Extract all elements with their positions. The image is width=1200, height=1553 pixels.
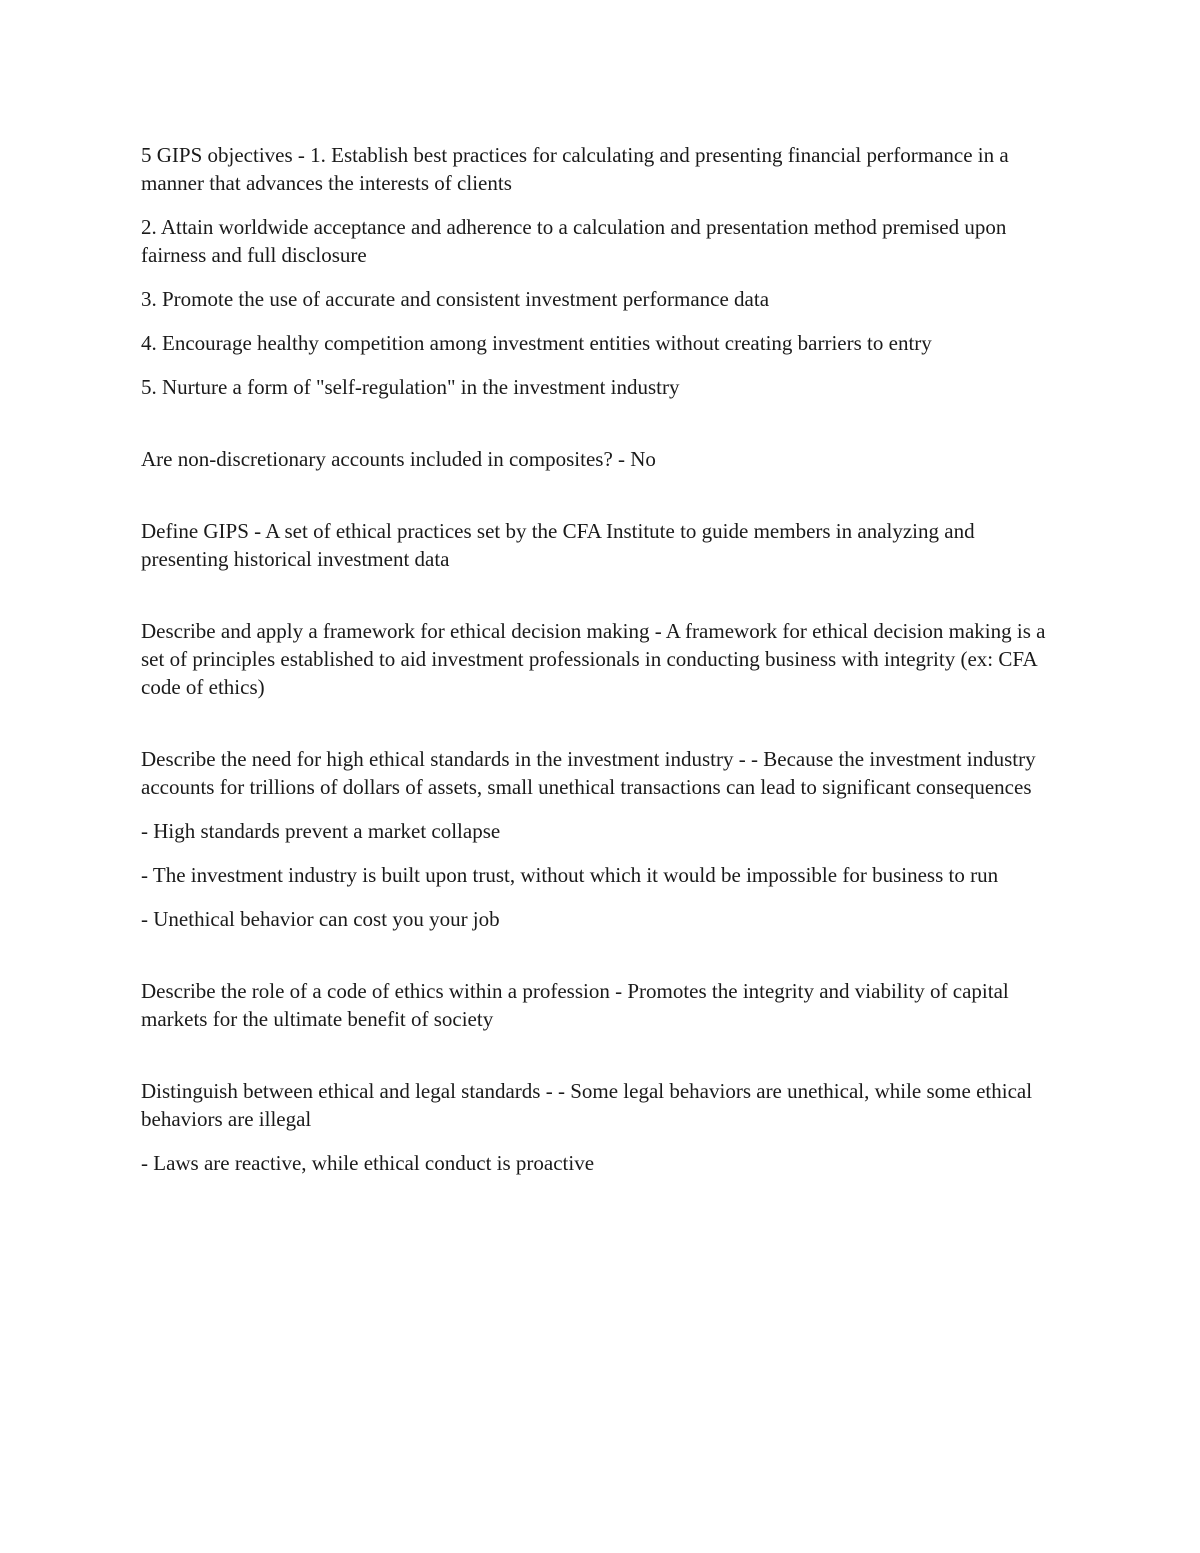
flashcard-ethical-vs-legal xyxy=(141,1077,1061,1177)
card-text: Describe the need for high ethical standards in the investment industry - - Because the investment industry accounts for trillions of dollars of assets, small unethical transactions can lead to significant consequences xyxy=(141,747,1036,799)
card-text: - High standards prevent a market collapse xyxy=(141,819,501,843)
card-text: Are non-discretionary accounts included in composites? - No xyxy=(141,447,656,471)
flashcard-ethical-framework xyxy=(141,617,1061,701)
card-text: 5. Nurture a form of "self-regulation" in the investment industry xyxy=(141,375,680,399)
card-text: 4. Encourage healthy competition among investment entities without creating barriers to entry xyxy=(141,331,932,355)
flashcard-gips-objectives xyxy=(141,141,1061,401)
flashcard-define-gips xyxy=(141,517,1061,573)
card-text: Describe and apply a framework for ethical decision making - A framework for ethical decision making is a set of principles established to aid investment professionals in conducting business with integrity (ex: CFA code of ethics) xyxy=(141,619,1046,699)
card-text: Distinguish between ethical and legal standards - - Some legal behaviors are unethical, while some ethical behaviors are illegal xyxy=(141,1079,1033,1131)
card-text: 5 GIPS objectives - 1. Establish best practices for calculating and presenting financial performance in a manner that advances the interests of clients xyxy=(141,143,1009,195)
flashcard-code-of-ethics-role xyxy=(141,977,1061,1033)
card-text: Define GIPS - A set of ethical practices set by the CFA Institute to guide members in analyzing and presenting historical investment data xyxy=(141,519,975,571)
flashcard-non-discretionary xyxy=(141,445,1061,473)
document-body xyxy=(141,141,1061,1193)
card-text: Describe the role of a code of ethics within a profession - Promotes the integrity and viability of capital markets for the ultimate benefit of society xyxy=(141,979,1009,1031)
card-text: 2. Attain worldwide acceptance and adherence to a calculation and presentation method premised upon fairness and full disclosure xyxy=(141,215,1007,267)
card-text: - Unethical behavior can cost you your job xyxy=(141,907,500,931)
card-text: - Laws are reactive, while ethical conduct is proactive xyxy=(141,1151,595,1175)
flashcard-high-ethical-standards xyxy=(141,745,1061,933)
card-text: 3. Promote the use of accurate and consistent investment performance data xyxy=(141,287,770,311)
card-text: - The investment industry is built upon trust, without which it would be impossible for business to run xyxy=(141,863,999,887)
